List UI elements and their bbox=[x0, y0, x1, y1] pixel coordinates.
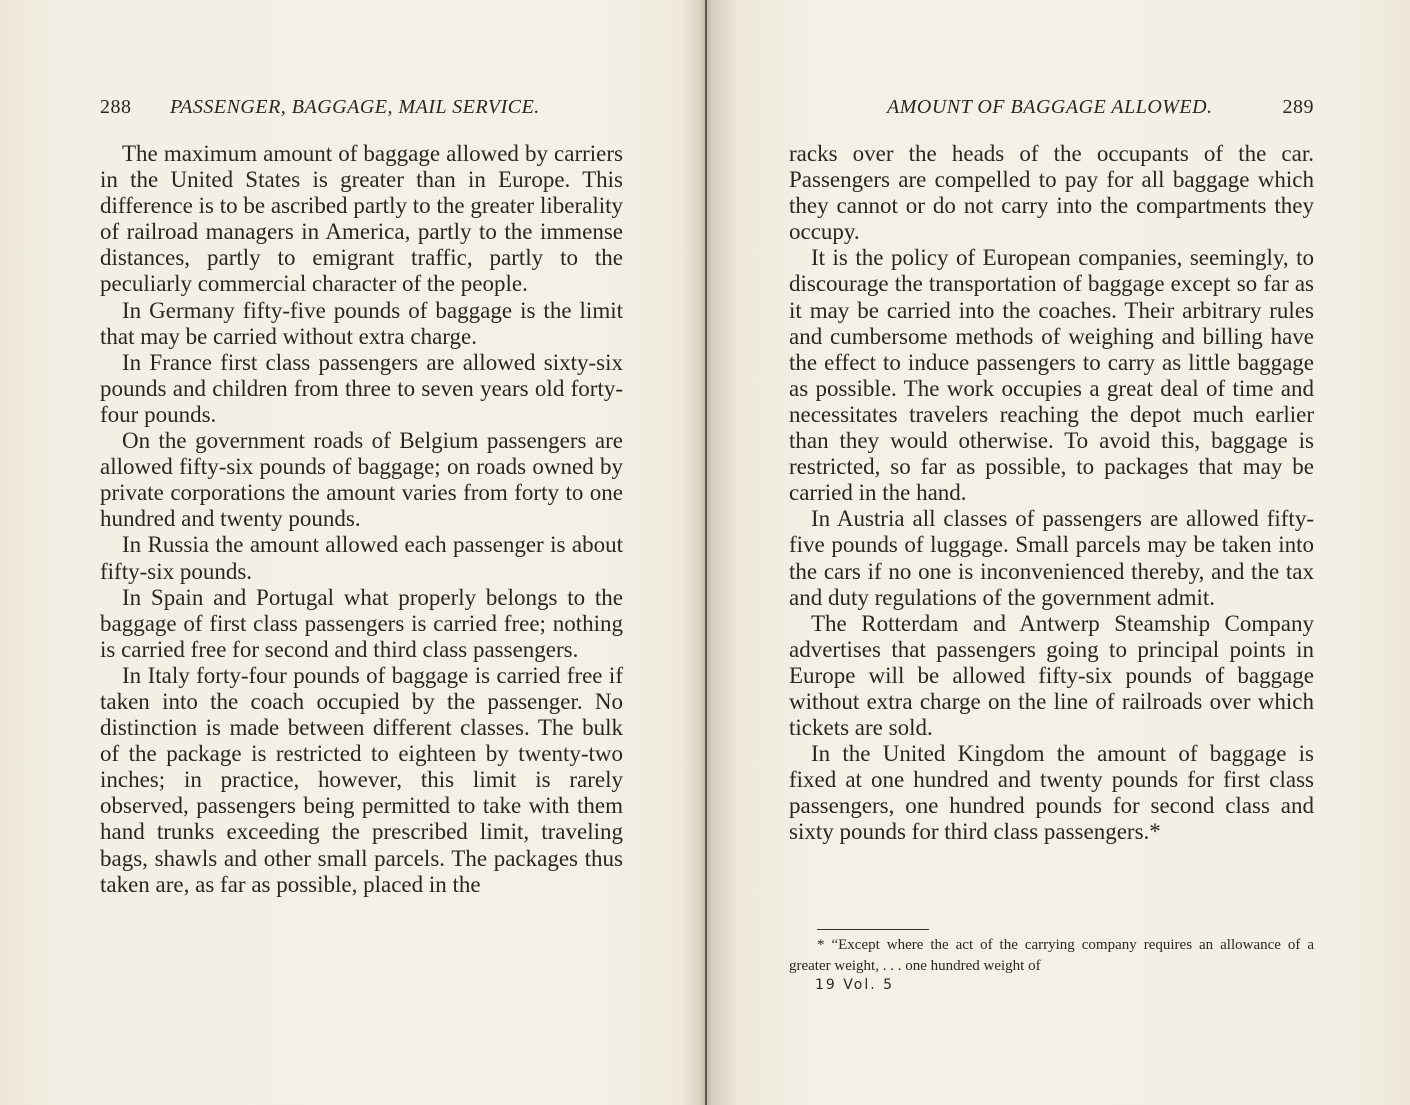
right-running-title: AMOUNT OF BAGGAGE ALLOWED. bbox=[887, 96, 1213, 118]
left-body-text bbox=[100, 141, 623, 898]
paragraph: In France first class passengers are allowed sixty-six pounds and children from three to seven years old forty-four pounds. bbox=[100, 349, 623, 427]
continued-paragraph: racks over the heads of the occupants of the car. Passengers are compelled to pay for all baggage which they cannot or do not carry into the compartments they occupy. bbox=[789, 141, 1314, 245]
right-page bbox=[705, 0, 1410, 1105]
signature-mark: 19 Vol. 5 bbox=[815, 977, 895, 993]
paragraph: In Austria all classes of passengers are allowed fifty-five pounds of luggage. Small parcels may be taken into the cars if no one is inconvenienced thereby, and the tax and duty regulations of the government admit. bbox=[789, 506, 1314, 610]
paragraph: The Rotterdam and Antwerp Steamship Company advertises that passengers going to principal points in Europe will be allowed fifty-six pounds of baggage without extra charge on the line of railroads over which tickets are sold. bbox=[789, 610, 1314, 741]
paragraph: It is the policy of European companies, seemingly, to discourage the transportation of baggage except so far as it may be carried into the coaches. Their arbitrary rules and cumbersome methods of weighing and billing have the effect to induce passengers to carry as little baggage as possible. The work occupies a great deal of time and necessitates travelers reaching the depot much earlier than they would otherwise. To avoid this, baggage is restricted, so far as possible, to packages that may be carried in the hand. bbox=[789, 245, 1314, 506]
footnote bbox=[789, 935, 1314, 977]
footnote-rule bbox=[817, 929, 929, 930]
paragraph: In Germany fifty-five pounds of baggage is the limit that may be carried without extra charge. bbox=[100, 297, 623, 349]
paragraph: In Spain and Portugal what properly belongs to the baggage of first class passengers is carried free; nothing is carried free for second and third class passengers. bbox=[100, 584, 623, 662]
footnote-text: * “Except where the act of the carrying company requires an allowance of a greater weight, . . . one hundred weight of bbox=[789, 937, 1314, 974]
paragraph: On the government roads of Belgium passengers are allowed fifty-six pounds of baggage; on roads owned by private corporations the amount varies from forty to one hundred and twenty pounds. bbox=[100, 428, 623, 532]
paragraph: The maximum amount of baggage allowed by carriers in the United States is greater than in Europe. This difference is to be ascribed partly to the greater liberality of railroad managers in America, partly to the immense distances, partly to emigrant traffic, partly to the peculiarly commercial character of the people. bbox=[100, 141, 623, 297]
paragraph: In the United Kingdom the amount of baggage is fixed at one hundred and twenty pounds for first class passengers, one hundred pounds for second class and sixty pounds for third class passengers.* bbox=[789, 741, 1314, 845]
paragraph: In Russia the amount allowed each passenger is about fifty-six pounds. bbox=[100, 532, 623, 584]
left-running-title: PASSENGER, BAGGAGE, MAIL SERVICE. bbox=[170, 96, 540, 118]
right-body-text bbox=[789, 141, 1314, 846]
paragraph: In Italy forty-four pounds of baggage is carried free if taken into the coach occupied by the passenger. No distinction is made between different classes. The bulk of the package is restricted to eighteen by twenty-two inches; in practice, however, this limit is rarely observed, passengers being permitted to take with them hand trunks exceeding the prescribed limit, traveling bags, shawls and other small parcels. The packages thus taken are, as far as possible, placed in the bbox=[100, 662, 623, 897]
left-page-number: 288 bbox=[100, 96, 132, 118]
right-page-number: 289 bbox=[1282, 96, 1314, 118]
